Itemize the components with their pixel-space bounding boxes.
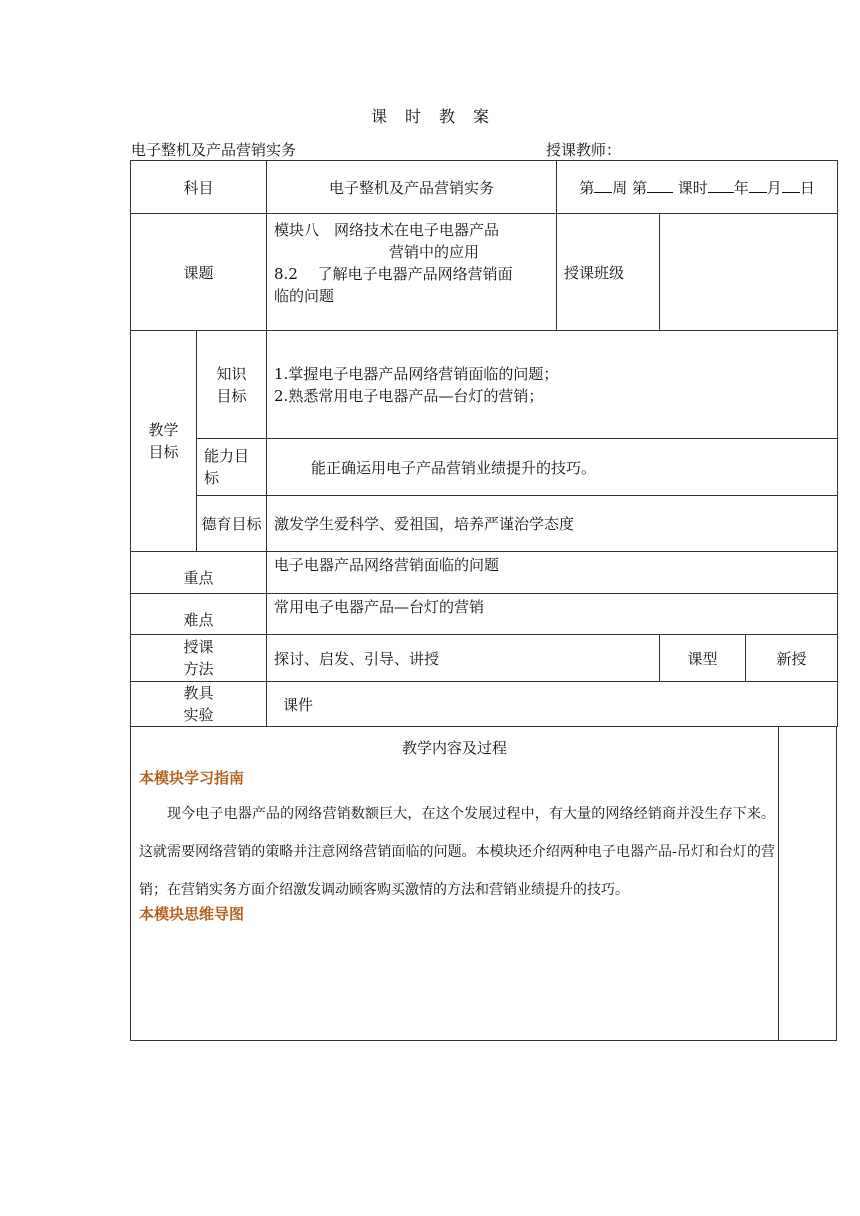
course-name: 电子整机及产品营销实务 [131,141,297,159]
topic-label: 课题 [131,214,267,331]
title-char: 教 [439,107,456,126]
title-char: 案 [473,107,490,126]
teacher-label: 授课教师： [546,141,622,159]
topic-value: 模块八 网络技术在电子电器产品 营销中的应用 8.2 了解电子电器产品网络营销面 临的问题 [267,214,557,331]
guide-heading: 本模块学习指南 [139,769,245,787]
teaching-method-label: 授课 方法 [131,635,267,682]
teaching-method-text: 探讨、启发、引导、讲授 [267,635,660,682]
key-point-label: 重点 [131,552,267,594]
lesson-plan-table [130,160,837,726]
teaching-content-column [131,727,779,1040]
teaching-goals-label: 教学 目标 [131,331,197,552]
class-label: 授课班级 [557,214,660,331]
title-char: 时 [404,107,421,126]
teaching-tools-text: 课件 [267,682,838,727]
moral-goal-text: 激发学生爱科学、爱祖国，培养严谨治学态度 [267,496,838,552]
lesson-type-value: 新授 [746,635,838,682]
guide-paragraph: 现今电子电器产品的网络营销数额巨大，在这个发展过程中，有大量的网络经销商并没生存下来。这就需要网络营销的策略并注意网络营销面临的问题。本模块还介绍两种电子电器产品-吊灯和台灯的营销；在营销实务方面介绍激发调动顾客购买激情的方法和营销业绩提升的技巧。 [139,806,775,898]
difficulty-label: 难点 [131,594,267,635]
subject-label: 科目 [131,161,267,214]
date-field: 第 周 第 课时 年 月 日 [557,161,838,214]
teaching-tools-label: 教具 实验 [131,682,267,727]
knowledge-goal-label: 知识 目标 [197,331,267,439]
class-value [660,214,838,331]
mindmap-heading: 本模块思维导图 [139,905,245,923]
ability-goal-text: 能正确运用电子产品营销业绩提升的技巧。 [267,439,838,496]
key-point-text: 电子电器产品网络营销面临的问题 [267,552,838,594]
teaching-content-box [130,726,837,1041]
subject-value: 电子整机及产品营销实务 [267,161,557,214]
knowledge-goal-items: 1.掌握电子电器产品网络营销面临的问题； 2.熟悉常用电子电器产品—台灯的营销； [267,331,838,439]
lesson-type-label: 课型 [660,635,746,682]
moral-goal-label: 德育目标 [197,496,267,552]
difficulty-text: 常用电子电器产品—台灯的营销 [267,594,838,635]
page-title [0,104,860,127]
title-char: 课 [370,107,387,126]
content-title: 教学内容及过程 [401,739,507,757]
ability-goal-label: 能力目 标 [197,439,267,496]
